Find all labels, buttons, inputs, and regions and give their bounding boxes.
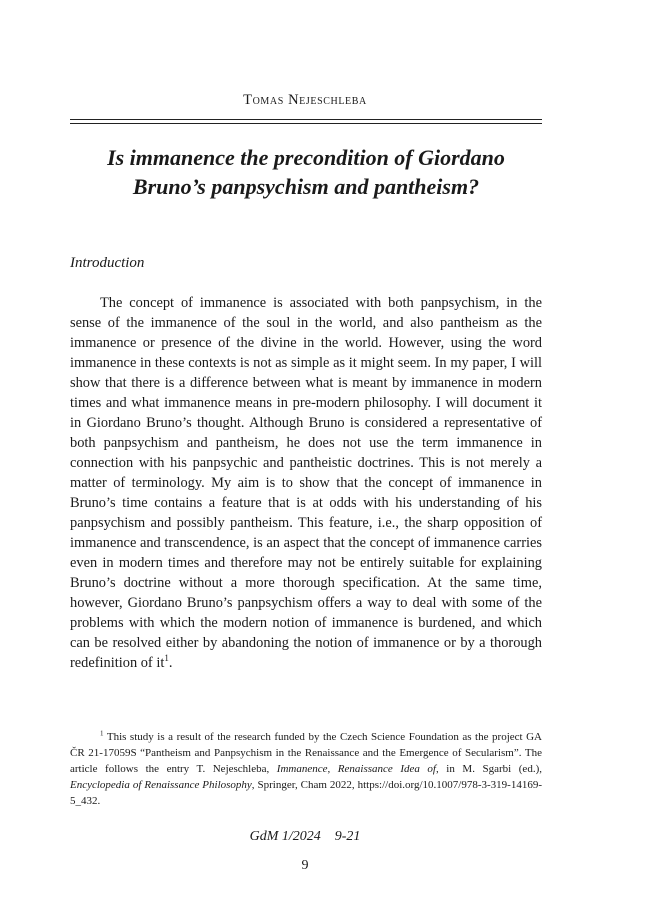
header-rule-top [70,119,542,120]
header-rule-bottom [70,123,542,124]
page-number: 9 [301,858,309,873]
body-end-punctuation: . [168,655,173,671]
body-paragraph [70,293,542,673]
footnote-reference[interactable]: 1 [164,653,169,664]
footnote [70,729,542,809]
journal-pages: 9-21 [334,829,361,844]
body-text: The concept of immanence is associated with both panpsychism, in the sense of the immanence of the soul in the world, and also pantheism as the immanence or presence of the divine in the world. However, using the word immanence in these contexts is not as simple as it might seem. In my paper, I will show that there is a difference between what is meant by immanence in modern times and what immanence means in pre-modern philosophy. I will document it in Giordano Bruno’s thought. Although Bruno is considered a representative of both panpsychism and pantheism, he does not use the term immanence in connection with his panpsychic and pantheistic doctrines. This is not merely a matter of terminology. My aim is to show that the concept of immanence in Bruno’s time contains a feature that is at odds with his understanding of his panpsychism and possibly pantheism. This feature, i.e., the sharp opposition of immanence and transcendence, is an aspect that the concept of immanence carries even in modern times and therefore may not be entirely suitable for explaining Bruno’s doctrine without a more thorough specification. At the same time, however, Giordano Bruno’s panpsychism offers a way to deal with some of the problems with which the modern notion of immanence is burdened, and which can be resolved either by abandoning the notion of immanence or by a thorough redefinition of it [70,295,542,671]
footnote-entry-title: Immanence, Renaissance Idea of [276,763,436,775]
footnote-text-3: , Springer, Cham 2022, https://doi.org/10.1007/978-3-319-14169-5_432. [70,779,542,807]
footnote-text-2: , in M. Sgarbi (ed.), [436,763,542,775]
running-header-author: Tomas Nejeschleba [243,92,367,108]
section-heading: Introduction [70,255,145,271]
journal-citation [0,829,610,845]
footnote-marker: 1 [100,729,104,738]
footnote-book-title: Encyclopedia of Renaissance Philosophy [70,779,252,791]
journal-issue: GdM 1/2024 [249,829,321,844]
footnote-text-1: This study is a result of the research funded by the Czech Science Foundation as the project GA ČR 21-17059S “Pantheism and Panpsychism in the Renaissance and the Emergence of Secularism”. The article follows the entry T. Nejeschleba, [70,731,542,775]
article-title: Is immanence the precondition of Giordano Bruno’s panpsychism and pantheism? [107,145,505,199]
